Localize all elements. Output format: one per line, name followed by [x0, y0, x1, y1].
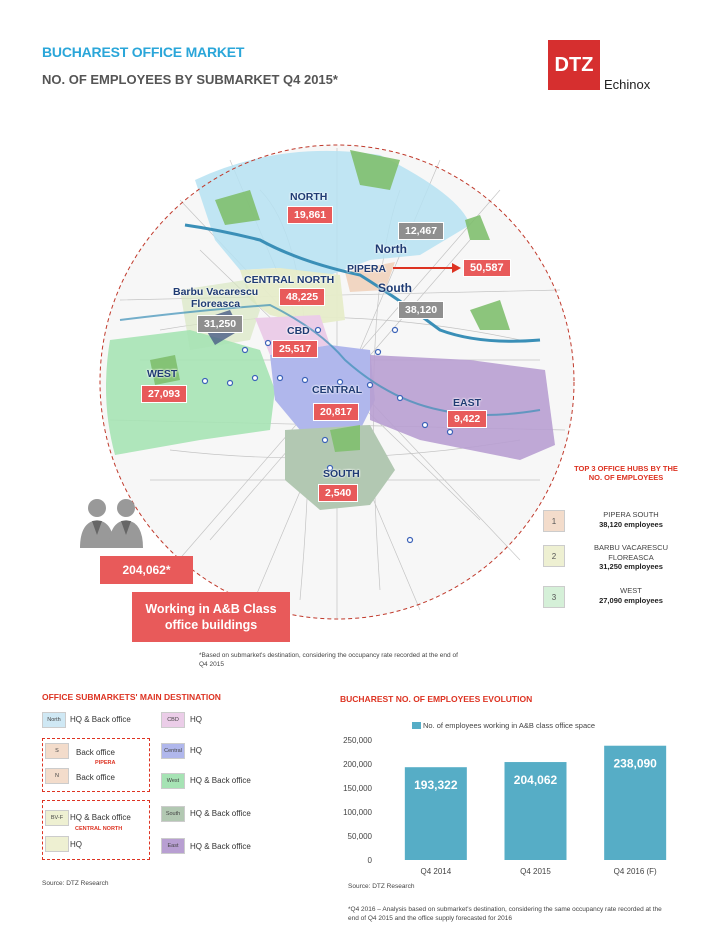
y-tick-label: 250,000 — [343, 736, 372, 745]
legend-chip-pipera-south: S — [45, 743, 69, 759]
legend-tag-central-north: CENTRAL NORTH — [75, 826, 123, 832]
y-tick-label: 50,000 — [347, 832, 372, 841]
map-label-central-north: CENTRAL NORTH — [244, 274, 335, 286]
map-label-pipera-south: South — [378, 281, 412, 295]
people-icon — [80, 499, 143, 548]
map-label-south: SOUTH — [323, 468, 360, 480]
map-label-pipera-north: North — [375, 242, 407, 256]
legend-text-north: HQ & Back office — [70, 715, 131, 724]
legend-chip-central-north-hq — [45, 836, 69, 852]
bar-value-label: 238,090 — [613, 756, 657, 771]
echinox-logo-text: Echinox — [604, 77, 651, 92]
hub-rank-3: 3 — [543, 586, 565, 608]
hub-rank-2: 2 — [543, 545, 565, 567]
chart-footnote: *Q4 2016 – Analysis based on submarket's destination, considering the same occupancy rate recorded at the end of Q4 2015 and the office supply forecasted for 2016 — [348, 906, 662, 922]
dtz-logo: DTZ — [548, 40, 600, 90]
map-value-east: 9,422 — [447, 410, 487, 428]
legend-chip-west: West — [161, 773, 185, 789]
map-label-central: CENTRAL — [312, 384, 363, 396]
y-tick-label: 0 — [367, 856, 372, 865]
total-employees-box: 204,062* — [100, 556, 193, 584]
map-label-barbu-vacarescu: Barbu Vacarescu — [173, 286, 259, 298]
legend-text-east: HQ & Back office — [190, 842, 251, 851]
map-value-cbd: 25,517 — [272, 340, 318, 358]
legend-text-bvf: HQ & Back office — [70, 813, 131, 822]
y-tick-label: 150,000 — [343, 784, 372, 793]
legend-text-pipera-south: Back office — [76, 748, 115, 757]
map-value-central: 20,817 — [313, 403, 359, 421]
map-value-pipera-north: 12,467 — [398, 222, 444, 240]
map-value-north: 19,861 — [287, 206, 333, 224]
map-value-barbu-vacarescu: 31,250 — [197, 315, 243, 333]
working-class-box: Working in A&B Class office buildings — [132, 592, 290, 642]
legend-text-south: HQ & Back office — [190, 809, 251, 818]
map-value-central-north: 48,225 — [279, 288, 325, 306]
y-tick-label: 200,000 — [343, 760, 372, 769]
map-value-pipera-south: 38,120 — [398, 301, 444, 319]
hub-rank-1: 1 — [543, 510, 565, 532]
hub-item-3: WEST 27,090 employees — [599, 586, 663, 605]
legend-text-pipera-north: Back office — [76, 773, 115, 782]
legend-text-west: HQ & Back office — [190, 776, 251, 785]
chart-legend-label: No. of employees working in A&B class office space — [423, 721, 596, 730]
legend-text-cbd: HQ — [190, 715, 202, 724]
map-value-pipera-total: 50,587 — [463, 259, 511, 277]
map-label-west: WEST — [147, 368, 178, 380]
legend-text-central-north-hq: HQ — [70, 840, 82, 849]
x-tick-label: Q4 2014 — [420, 867, 452, 876]
legend-chip-central: Central — [161, 743, 185, 759]
legend-chip-east: East — [161, 838, 185, 854]
bar-value-label: 204,062 — [513, 773, 558, 788]
legend-chip-pipera-north: N — [45, 768, 69, 784]
map-label-east: EAST — [453, 397, 482, 409]
legend-chip-south: South — [161, 806, 185, 822]
x-tick-label: Q4 2016 (F) — [613, 867, 657, 876]
x-tick-label: Q4 2015 — [520, 867, 551, 876]
bar-value-label: 193,322 — [414, 778, 458, 793]
top-hubs-title: TOP 3 OFFICE HUBS BY THE NO. OF EMPLOYEES — [574, 464, 678, 482]
map-label-north: NORTH — [290, 191, 328, 203]
hub-item-1: PIPERA SOUTH 38,120 employees — [599, 510, 663, 529]
page-title: BUCHAREST OFFICE MARKET — [42, 44, 245, 60]
page-subtitle: NO. OF EMPLOYEES BY SUBMARKET Q4 2015* — [42, 72, 338, 87]
hub-item-2: BARBU VACARESCU FLOREASCA 31,250 employees — [593, 543, 669, 571]
chart-title: BUCHAREST NO. OF EMPLOYEES EVOLUTION — [340, 694, 533, 704]
map-value-west: 27,093 — [141, 385, 187, 403]
legend-text-central: HQ — [190, 746, 202, 755]
chart-source: Source: DTZ Research — [348, 883, 415, 890]
map-label-cbd: CBD — [287, 325, 310, 337]
chart-legend-swatch — [412, 722, 421, 729]
legend-chip-bvf: BV-F — [45, 810, 69, 826]
legend-chip-cbd: CBD — [161, 712, 185, 728]
map-label-floreasca: Floreasca — [191, 298, 241, 310]
map-footnote: *Based on submarket's destination, considering the occupancy rate recorded at the end of Q4 2015 — [199, 652, 458, 668]
legend-chip-north: North — [42, 712, 66, 728]
map-label-pipera: PIPERA — [347, 263, 387, 275]
legend-tag-pipera: PIPERA — [95, 760, 116, 766]
legend-source: Source: DTZ Research — [42, 880, 109, 887]
y-tick-label: 100,000 — [343, 808, 372, 817]
legend-title: OFFICE SUBMARKETS' MAIN DESTINATION — [42, 692, 221, 702]
map-value-south: 2,540 — [318, 484, 358, 502]
employees-bar-chart — [330, 730, 700, 880]
